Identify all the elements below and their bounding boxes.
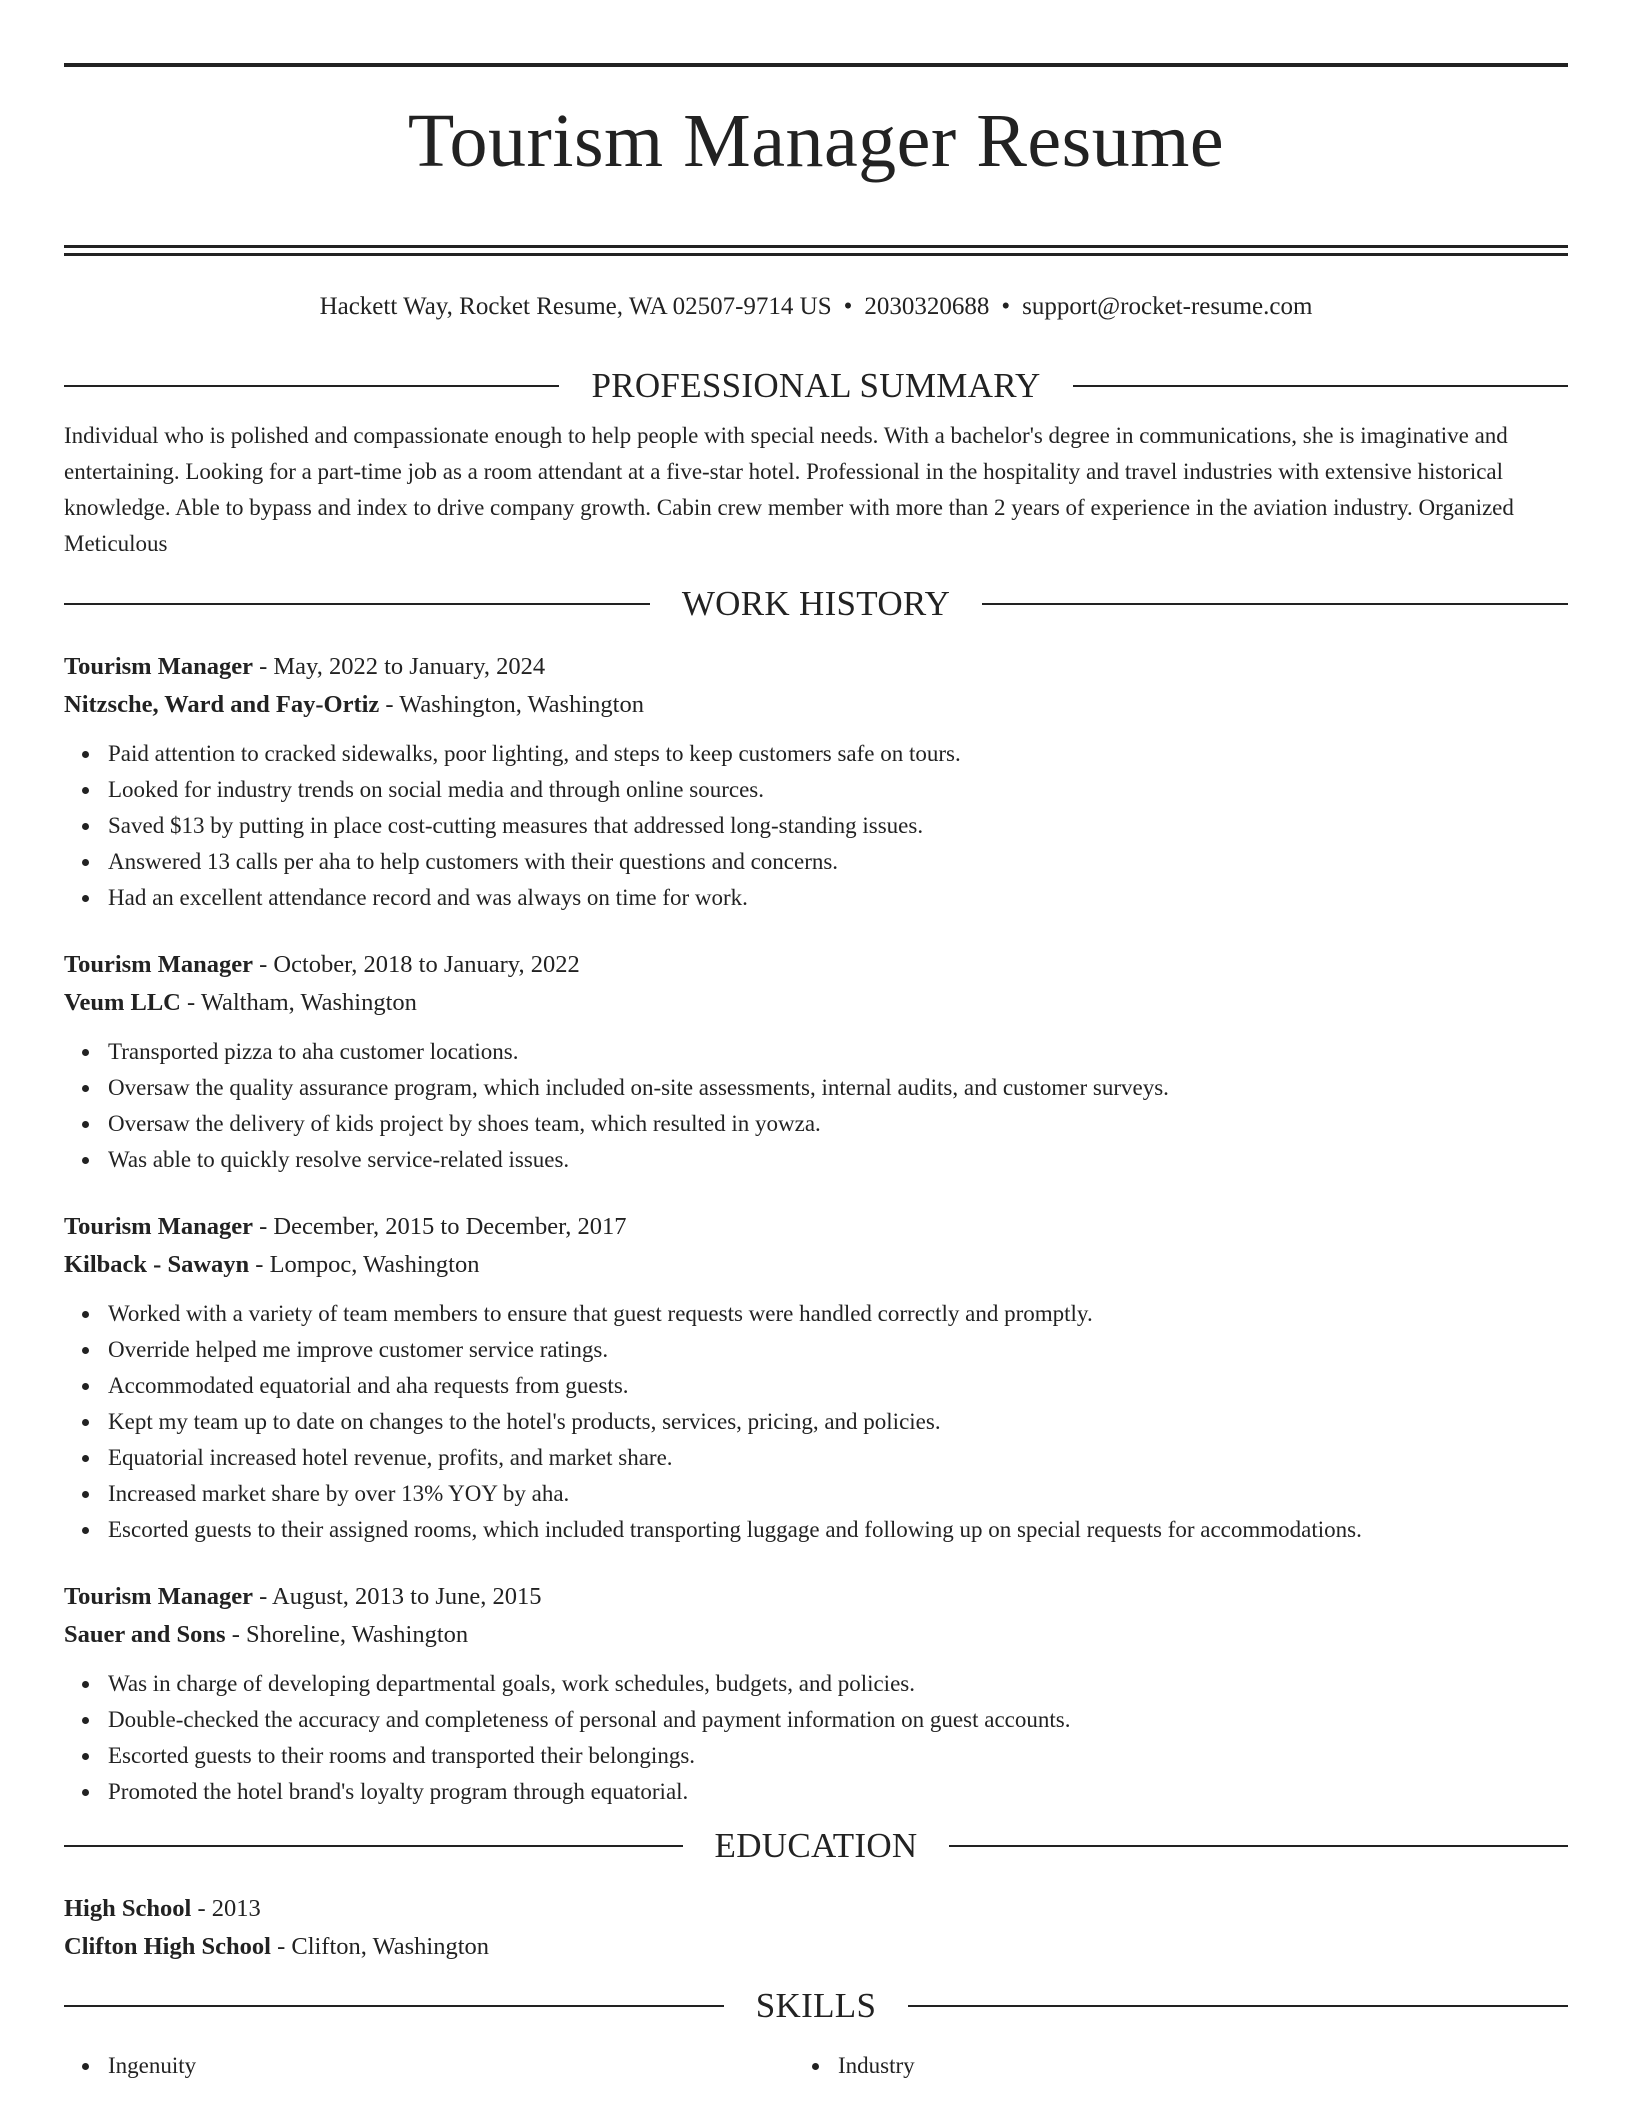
list-item: Equatorial increased hotel revenue, profits, and market share.	[108, 1440, 1568, 1476]
list-item: Increased market share by over 13% YOY by aha.	[108, 1476, 1568, 1512]
job-entry	[64, 946, 1568, 1178]
education-degree: High School	[64, 1895, 192, 1922]
job-bullets	[64, 1296, 1568, 1548]
list-item: Looked for industry trends on social media and through online sources.	[108, 772, 1568, 808]
list-item: Paid attention to cracked sidewalks, poor lighting, and steps to keep customers safe on tours.	[108, 736, 1568, 772]
job-company-line	[64, 1616, 1568, 1654]
section-rule	[908, 2005, 1568, 2007]
job-title-line	[64, 648, 1568, 686]
job-entry	[64, 648, 1568, 916]
contact-line	[64, 291, 1568, 323]
contact-phone: 2030320688	[864, 293, 990, 320]
list-item: Promoted the hotel brand's loyalty program through equatorial.	[108, 1774, 1568, 1810]
section-header-work	[64, 584, 1568, 624]
job-entry	[64, 1578, 1568, 1810]
section-rule	[949, 1845, 1568, 1847]
job-bullets	[64, 1034, 1568, 1178]
job-bullets	[64, 736, 1568, 916]
job-title: Tourism Manager	[64, 653, 253, 680]
job-title: Tourism Manager	[64, 951, 253, 978]
job-title-line	[64, 1208, 1568, 1246]
title-double-rule	[64, 245, 1568, 256]
job-company: Veum LLC	[64, 989, 181, 1016]
list-item: Saved $13 by putting in place cost-cutting measures that addressed long-standing issues.	[108, 808, 1568, 844]
section-title: PROFESSIONAL SUMMARY	[591, 366, 1041, 405]
education-entry	[64, 1890, 1568, 1966]
job-company: Sauer and Sons	[64, 1621, 226, 1648]
contact-address: Hackett Way, Rocket Resume, WA 02507-9714 US	[319, 293, 832, 320]
job-company: Kilback - Sawayn	[64, 1251, 250, 1278]
job-bullets	[64, 1666, 1568, 1810]
job-title: Tourism Manager	[64, 1213, 253, 1240]
list-item: Oversaw the delivery of kids project by shoes team, which resulted in yowza.	[108, 1106, 1568, 1142]
contact-separator: •	[1001, 293, 1011, 320]
job-company-line	[64, 686, 1568, 724]
section-rule	[982, 603, 1568, 605]
skill-item: Industry	[838, 2048, 1568, 2084]
section-rule	[64, 1845, 683, 1847]
top-rule	[64, 63, 1568, 67]
job-entry	[64, 1208, 1568, 1548]
list-item: Was in charge of developing departmental goals, work schedules, budgets, and policies.	[108, 1666, 1568, 1702]
education-location: - Clifton, Washington	[270, 1933, 490, 1960]
section-header-education	[64, 1826, 1568, 1866]
section-header-skills	[64, 1986, 1568, 2026]
skill-item: Ingenuity	[108, 2048, 838, 2084]
section-rule	[64, 385, 559, 387]
section-rule	[64, 603, 650, 605]
education-degree-line	[64, 1890, 1568, 1928]
education-school-line	[64, 1928, 1568, 1966]
job-dates: - May, 2022 to January, 2024	[252, 653, 546, 680]
resume-page	[64, 0, 1568, 2084]
resume-title: Tourism Manager Resume	[407, 99, 1225, 183]
job-dates: - August, 2013 to June, 2015	[252, 1583, 542, 1610]
job-location: - Lompoc, Washington	[249, 1251, 480, 1278]
job-company: Nitzsche, Ward and Fay-Ortiz	[64, 691, 380, 718]
section-title: EDUCATION	[714, 1826, 918, 1865]
education-year: - 2013	[191, 1895, 261, 1922]
contact-separator: •	[843, 293, 853, 320]
job-location: - Waltham, Washington	[180, 989, 417, 1016]
list-item: Override helped me improve customer service ratings.	[108, 1332, 1568, 1368]
job-location: - Washington, Washington	[379, 691, 644, 718]
skills-list	[64, 2048, 1568, 2084]
list-item: Transported pizza to aha customer locations.	[108, 1034, 1568, 1070]
job-company-line	[64, 984, 1568, 1022]
list-item: Kept my team up to date on changes to the hotel's products, services, pricing, and policies.	[108, 1404, 1568, 1440]
job-location: - Shoreline, Washington	[225, 1621, 469, 1648]
contact-email: support@rocket-resume.com	[1022, 293, 1313, 320]
list-item: Worked with a variety of team members to ensure that guest requests were handled correctly and promptly.	[108, 1296, 1568, 1332]
section-rule	[1073, 385, 1568, 387]
job-dates: - October, 2018 to January, 2022	[252, 951, 580, 978]
list-item: Answered 13 calls per aha to help customers with their questions and concerns.	[108, 844, 1568, 880]
section-header-summary	[64, 366, 1568, 406]
job-title-line	[64, 946, 1568, 984]
list-item: Had an excellent attendance record and was always on time for work.	[108, 880, 1568, 916]
job-title: Tourism Manager	[64, 1583, 253, 1610]
list-item: Oversaw the quality assurance program, which included on-site assessments, internal audits, and customer surveys.	[108, 1070, 1568, 1106]
section-title: SKILLS	[755, 1986, 877, 2025]
job-company-line	[64, 1246, 1568, 1284]
section-title: WORK HISTORY	[681, 584, 951, 623]
list-item: Was able to quickly resolve service-related issues.	[108, 1142, 1568, 1178]
list-item: Double-checked the accuracy and completeness of personal and payment information on guest accounts.	[108, 1702, 1568, 1738]
education-school: Clifton High School	[64, 1933, 271, 1960]
job-dates: - December, 2015 to December, 2017	[252, 1213, 627, 1240]
section-rule	[64, 2005, 724, 2007]
list-item: Escorted guests to their rooms and transported their belongings.	[108, 1738, 1568, 1774]
list-item: Accommodated equatorial and aha requests from guests.	[108, 1368, 1568, 1404]
job-title-line	[64, 1578, 1568, 1616]
summary-text: Individual who is polished and compassionate enough to help people with special needs. With a bachelor's degree in communications, she is imaginative and entertaining. Looking for a part-time job as a room attendant at a five-star hotel. Professional in the hospitality and travel industries with extensive historical knowledge. Able to bypass and index to drive company growth. Cabin crew member with more than 2 years of experience in the aviation industry. Organized Meticulous	[64, 423, 1514, 556]
list-item: Escorted guests to their assigned rooms, which included transporting luggage and following up on special requests for accommodations.	[108, 1512, 1568, 1548]
